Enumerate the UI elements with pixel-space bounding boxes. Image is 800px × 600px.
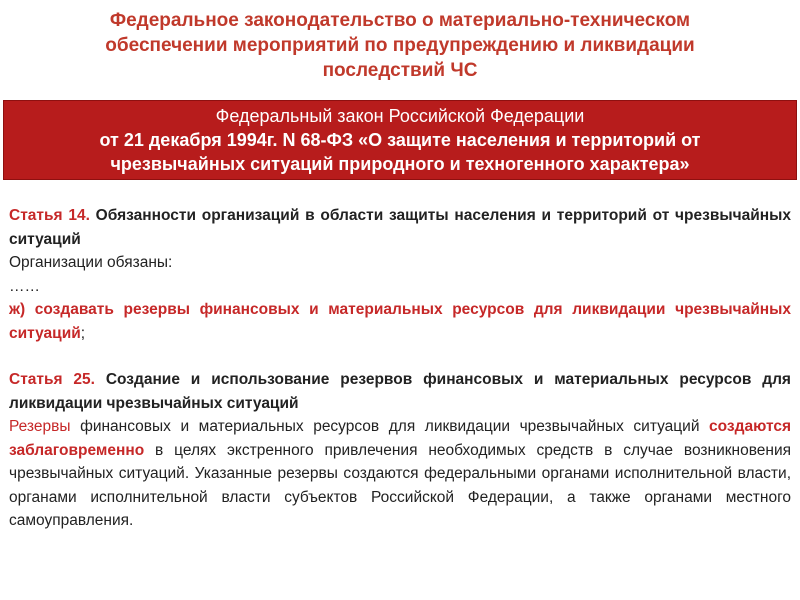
banner-line-1: Федеральный закон Российской Федерации [215, 106, 585, 126]
banner-line-3: чрезвычайных ситуаций природного и техногенного характера» [110, 154, 690, 174]
article-14-title: Обязанности организаций в области защиты населения и территорий от чрезвычайных ситуаций [9, 207, 791, 248]
article-25-text-1: финансовых и материальных ресурсов для ликвидации чрезвычайных ситуаций [70, 418, 710, 435]
article-25-title: Создание и использование резервов финансовых и материальных ресурсов для ликвидации чрезвычайных ситуаций [9, 371, 791, 412]
article-25-word-reserves: Резервы [9, 418, 71, 435]
article-25-text-2: в целях экстренного привлечения необходимых средств в случае возникновения чрезвычайных ситуаций. Указанные резервы создаются федеральными органами исполнительной власти, органами исполнительной власти субъектов Российской Федерации, а также органами местного самоуправления. [9, 441, 791, 529]
law-banner [3, 100, 797, 180]
title-line-3: последствий ЧС [322, 60, 478, 81]
banner-line-2: от 21 декабря 1994г. N 68-ФЗ «О защите населения и территорий от [99, 130, 701, 150]
article-14-item-text: ж) создавать резервы финансовых и материальных ресурсов для ликвидации чрезвычайных ситуаций [9, 301, 791, 342]
article-25-label: Статья 25. [9, 371, 95, 388]
article-25-heading [9, 368, 791, 415]
title-line-1: Федеральное законодательство о материально-техническом [109, 10, 691, 31]
page-title [30, 8, 770, 83]
article-25-paragraph [9, 415, 791, 533]
article-25-word-created: создаются заблаговременно [9, 418, 791, 459]
article-14-item [9, 298, 791, 345]
article-14-item-end: ; [80, 324, 86, 342]
article-content [9, 204, 791, 533]
title-line-2: обеспечении мероприятий по предупреждению и ликвидации [105, 35, 695, 56]
article-14-obliged: Организации обязаны: [9, 254, 173, 271]
article-14-label: Статья 14. [9, 207, 90, 224]
article-14-ellipsis: …… [9, 277, 40, 295]
article-14-heading [9, 204, 791, 251]
